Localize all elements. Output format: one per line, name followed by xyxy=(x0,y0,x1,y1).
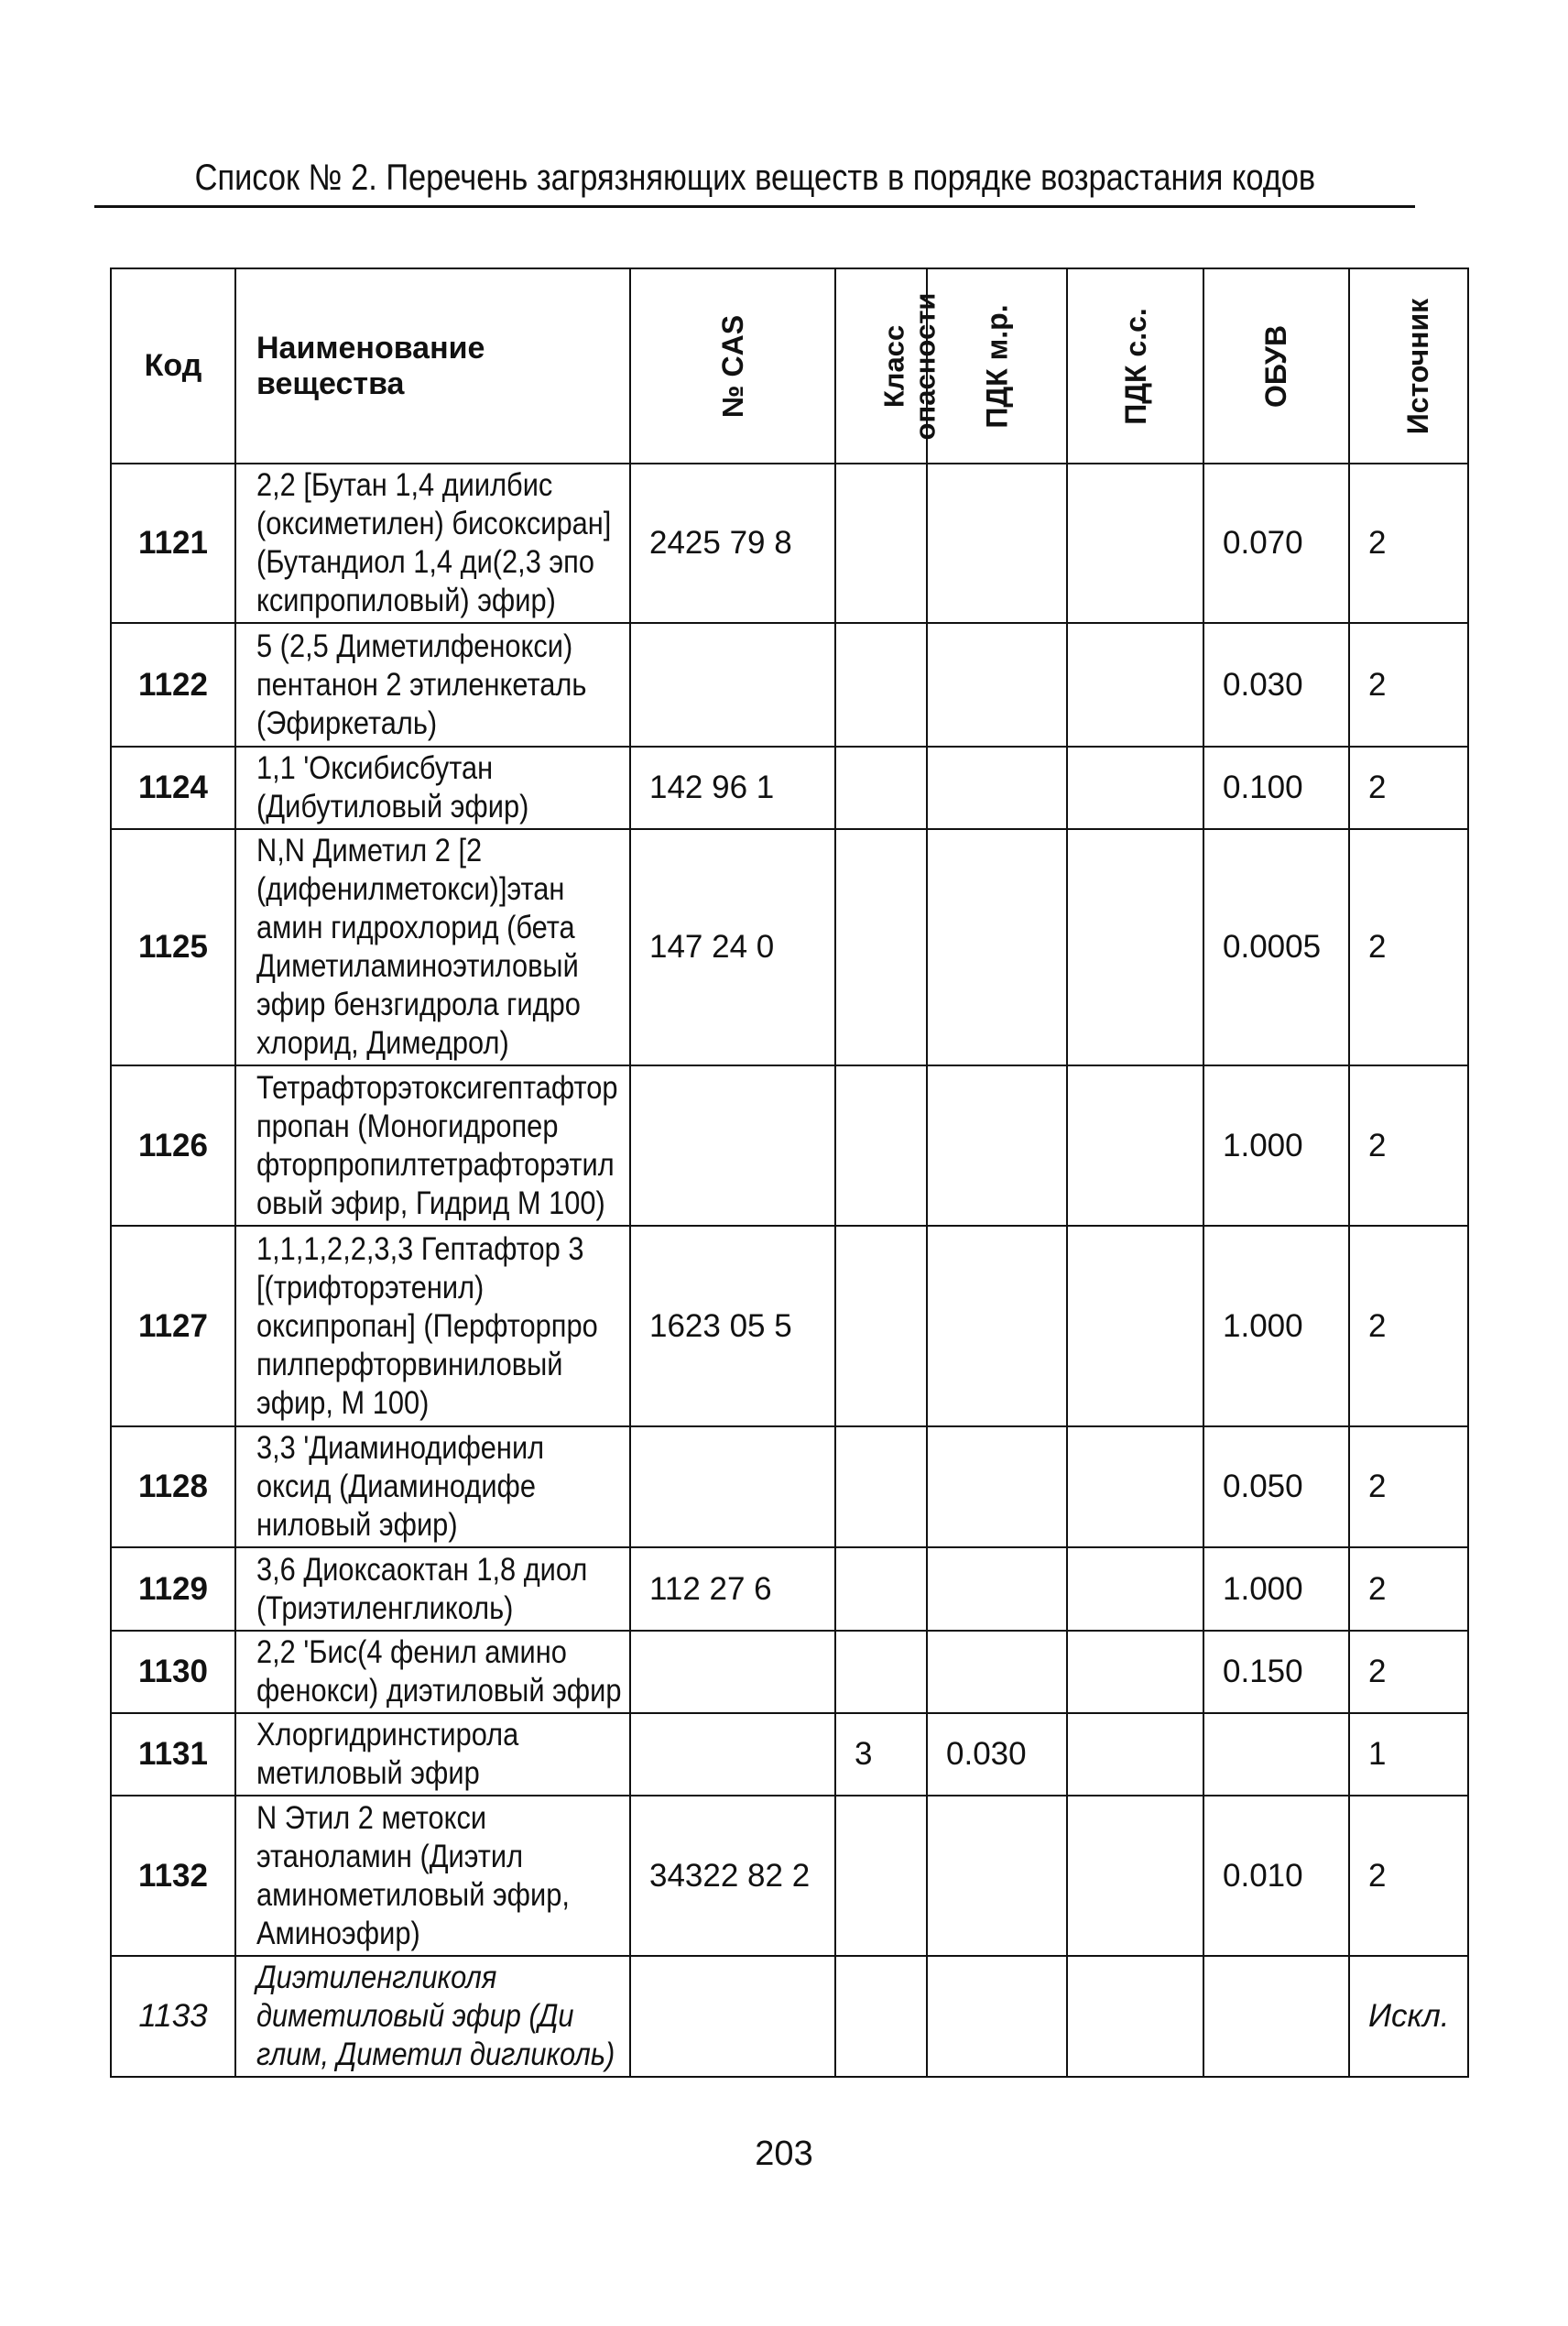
cell-hazard xyxy=(835,1226,927,1426)
cell-pdk-ss xyxy=(1067,1426,1203,1547)
cell-source: 2 xyxy=(1349,747,1468,829)
cell-name xyxy=(235,464,630,623)
cell-cas: 142 96 1 xyxy=(630,747,835,829)
cell-name-line: хлорид, Димедрол) xyxy=(256,1025,509,1061)
cell-obuv: 0.010 xyxy=(1203,1796,1349,1956)
header-pdk-ss xyxy=(1067,268,1203,464)
table-row xyxy=(111,1065,1468,1226)
table-row xyxy=(111,1426,1468,1547)
cell-pdk-mr xyxy=(927,1956,1067,2077)
cell-code: 1133 xyxy=(111,1956,235,2077)
cell-obuv xyxy=(1203,1956,1349,2077)
cell-hazard xyxy=(835,1547,927,1631)
cell-pdk-ss xyxy=(1067,1956,1203,2077)
cell-source: 2 xyxy=(1349,1631,1468,1713)
cell-code: 1121 xyxy=(111,464,235,623)
cell-source: 2 xyxy=(1349,1547,1468,1631)
page-title: Список № 2. Перечень загрязняющих веществ в порядке возрастания кодов xyxy=(194,158,1315,198)
cell-hazard: 3 xyxy=(835,1713,927,1796)
cell-pdk-mr: 0.030 xyxy=(927,1713,1067,1796)
page-header xyxy=(94,158,1415,208)
table-row xyxy=(111,1631,1468,1713)
cell-name-line: эфир бензгидрола гидро xyxy=(256,987,581,1022)
cell-code: 1128 xyxy=(111,1426,235,1547)
cell-hazard xyxy=(835,1065,927,1226)
cell-source: Искл. xyxy=(1349,1956,1468,2077)
cell-source: 2 xyxy=(1349,829,1468,1065)
cell-name xyxy=(235,623,630,747)
cell-code: 1131 xyxy=(111,1713,235,1796)
cell-name-line: фторпропилтетрафторэтил xyxy=(256,1146,615,1183)
cell-obuv: 0.100 xyxy=(1203,747,1349,829)
cell-name-line: 3,3 'Диаминодифенил xyxy=(256,1430,545,1466)
cell-hazard xyxy=(835,464,927,623)
cell-name xyxy=(235,1713,630,1796)
cell-name-line: пропан (Моногидропер xyxy=(256,1108,559,1144)
cell-name-line: 3,6 Диоксаоктан 1,8 диол xyxy=(256,1551,588,1588)
substances-table xyxy=(110,268,1469,2078)
cell-name-line: 1,1 'Оксибисбутан xyxy=(256,750,494,786)
cell-code: 1130 xyxy=(111,1631,235,1713)
cell-source: 2 xyxy=(1349,623,1468,747)
cell-name xyxy=(235,1065,630,1226)
cell-name-line: этаноламин (Диэтил xyxy=(256,1838,524,1874)
header-hazard-label xyxy=(878,292,941,440)
header-hazard xyxy=(835,268,942,464)
header-source-label: Источник xyxy=(1401,298,1435,434)
cell-code: 1132 xyxy=(111,1796,235,1956)
cell-hazard xyxy=(835,1796,927,1956)
cell-name-line: (Бутандиол 1,4 ди(2,3 эпо xyxy=(256,544,594,580)
cell-name-line: ниловый эфир) xyxy=(256,1507,458,1543)
cell-name-line: N,N Диметил 2 [2 xyxy=(256,833,483,868)
cell-name-line: аминометиловый эфир, xyxy=(256,1876,570,1913)
cell-name-line: пентанон 2 этиленкеталь xyxy=(256,666,587,703)
cell-name-line: 2,2 [Бутан 1,4 диилбис xyxy=(256,467,553,503)
cell-hazard xyxy=(835,829,927,1065)
cell-cas: 1623 05 5 xyxy=(630,1226,835,1426)
cell-pdk-ss xyxy=(1067,623,1203,747)
cell-cas: 34322 82 2 xyxy=(630,1796,835,1956)
cell-pdk-ss xyxy=(1067,1796,1203,1956)
cell-pdk-ss xyxy=(1067,1065,1203,1226)
table-body xyxy=(111,464,1468,2077)
header-code: Код xyxy=(111,268,235,464)
header-source xyxy=(1349,268,1468,464)
cell-name-line: Диметиламиноэтиловый xyxy=(256,948,579,984)
cell-name-line: Хлоргидринстирола xyxy=(256,1717,519,1753)
cell-source: 2 xyxy=(1349,1796,1468,1956)
cell-hazard xyxy=(835,1426,927,1547)
cell-pdk-ss xyxy=(1067,1713,1203,1796)
cell-source: 1 xyxy=(1349,1713,1468,1796)
cell-code: 1125 xyxy=(111,829,235,1065)
cell-code: 1126 xyxy=(111,1065,235,1226)
header-pdk-mr xyxy=(927,268,1067,464)
cell-cas xyxy=(630,1631,835,1713)
table-row xyxy=(111,1713,1468,1796)
table-header-row xyxy=(111,268,1468,464)
cell-obuv: 0.030 xyxy=(1203,623,1349,747)
cell-name-line: Аминоэфир) xyxy=(256,1915,420,1951)
table-row xyxy=(111,1547,1468,1631)
cell-cas xyxy=(630,1065,835,1226)
cell-cas xyxy=(630,623,835,747)
cell-name-line: 1,1,1,2,2,3,3 Гептафтор 3 xyxy=(256,1230,584,1267)
cell-pdk-ss xyxy=(1067,464,1203,623)
cell-name-line: 2,2 'Бис(4 фенил амино xyxy=(256,1634,567,1670)
cell-name-line: [(трифторэтенил) xyxy=(256,1269,485,1305)
cell-name-line: 5 (2,5 Диметилфенокси) xyxy=(256,628,573,664)
cell-pdk-mr xyxy=(927,1226,1067,1426)
cell-cas: 2425 79 8 xyxy=(630,464,835,623)
cell-name xyxy=(235,1547,630,1631)
cell-cas xyxy=(630,1956,835,2077)
cell-pdk-ss xyxy=(1067,747,1203,829)
cell-pdk-mr xyxy=(927,464,1067,623)
cell-name-line: пилперфторвиниловый xyxy=(256,1346,563,1382)
cell-obuv: 0.0005 xyxy=(1203,829,1349,1065)
cell-name-line: (оксиметилен) бисоксиран] xyxy=(256,506,612,541)
cell-source: 2 xyxy=(1349,464,1468,623)
table-row xyxy=(111,829,1468,1065)
table-row xyxy=(111,464,1468,623)
cell-code: 1122 xyxy=(111,623,235,747)
cell-name-line: N Этил 2 метокси xyxy=(256,1799,487,1836)
table-row xyxy=(111,1796,1468,1956)
cell-cas: 112 27 6 xyxy=(630,1547,835,1631)
cell-pdk-ss xyxy=(1067,1226,1203,1426)
cell-cas xyxy=(630,1713,835,1796)
cell-hazard xyxy=(835,623,927,747)
cell-obuv: 0.150 xyxy=(1203,1631,1349,1713)
table-row xyxy=(111,1226,1468,1426)
cell-pdk-ss xyxy=(1067,829,1203,1065)
cell-obuv: 1.000 xyxy=(1203,1547,1349,1631)
header-obuv-label: ОБУВ xyxy=(1259,324,1293,408)
header-name: Наименование вещества xyxy=(235,268,630,464)
header-cas-label: № CAS xyxy=(716,314,749,418)
table-row xyxy=(111,623,1468,747)
cell-name-line: Тетрафторэтоксигептафтор xyxy=(256,1069,618,1106)
cell-hazard xyxy=(835,747,927,829)
cell-name-line: овый эфир, Гидрид М 100) xyxy=(256,1185,605,1221)
cell-pdk-mr xyxy=(927,747,1067,829)
table-row xyxy=(111,1956,1468,2077)
cell-cas xyxy=(630,1426,835,1547)
cell-name xyxy=(235,1426,630,1547)
cell-name-line: оксид (Диаминодифе xyxy=(256,1469,537,1504)
cell-name-line: фенокси) диэтиловый эфир xyxy=(256,1673,622,1709)
cell-name xyxy=(235,829,630,1065)
cell-name xyxy=(235,747,630,829)
cell-obuv: 1.000 xyxy=(1203,1065,1349,1226)
cell-pdk-ss xyxy=(1067,1547,1203,1631)
cell-code: 1127 xyxy=(111,1226,235,1426)
cell-pdk-mr xyxy=(927,1065,1067,1226)
cell-code: 1124 xyxy=(111,747,235,829)
cell-name xyxy=(235,1796,630,1956)
cell-name-line: (Дибутиловый эфир) xyxy=(256,789,529,824)
cell-name-line: метиловый эфир xyxy=(256,1755,480,1791)
cell-source: 2 xyxy=(1349,1065,1468,1226)
cell-obuv: 1.000 xyxy=(1203,1226,1349,1426)
cell-name-line: глим, Диметил дигликоль) xyxy=(256,2037,615,2072)
page-number: 203 xyxy=(755,2135,813,2173)
cell-name-line: эфир, М 100) xyxy=(256,1384,430,1421)
cell-hazard xyxy=(835,1631,927,1713)
cell-cas: 147 24 0 xyxy=(630,829,835,1065)
header-pdk-mr-label: ПДК м.р. xyxy=(980,303,1014,429)
cell-name-line: (дифенилметокси)]этан xyxy=(256,871,565,907)
cell-name-line: амин гидрохлорид (бета xyxy=(256,910,575,945)
header-hazard-line1: Класс xyxy=(877,324,910,408)
cell-pdk-mr xyxy=(927,1426,1067,1547)
header-pdk-ss-label: ПДК с.с. xyxy=(1118,307,1152,425)
cell-code: 1129 xyxy=(111,1547,235,1631)
cell-name-line: (Триэтиленгликоль) xyxy=(256,1589,514,1626)
cell-name-line: ксипропиловый) эфир) xyxy=(256,583,556,618)
cell-name-line: Диэтиленгликоля xyxy=(256,1960,497,1995)
cell-source: 2 xyxy=(1349,1426,1468,1547)
header-hazard-line2: опасности xyxy=(909,292,942,440)
cell-hazard xyxy=(835,1956,927,2077)
cell-pdk-mr xyxy=(927,829,1067,1065)
cell-obuv: 0.050 xyxy=(1203,1426,1349,1547)
table-row xyxy=(111,747,1468,829)
cell-obuv: 0.070 xyxy=(1203,464,1349,623)
header-cas xyxy=(630,268,835,464)
cell-pdk-ss xyxy=(1067,1631,1203,1713)
cell-pdk-mr xyxy=(927,1631,1067,1713)
cell-name-line: оксипропан] (Перфторпро xyxy=(256,1307,598,1344)
cell-pdk-mr xyxy=(927,1547,1067,1631)
cell-pdk-mr xyxy=(927,1796,1067,1956)
cell-name-line: диметиловый эфир (Ди xyxy=(256,1998,574,2034)
header-obuv xyxy=(1203,268,1349,464)
cell-obuv xyxy=(1203,1713,1349,1796)
cell-name xyxy=(235,1956,630,2077)
cell-pdk-mr xyxy=(927,623,1067,747)
cell-source: 2 xyxy=(1349,1226,1468,1426)
cell-name xyxy=(235,1631,630,1713)
cell-name-line: (Эфиркеталь) xyxy=(256,704,438,741)
cell-name xyxy=(235,1226,630,1426)
